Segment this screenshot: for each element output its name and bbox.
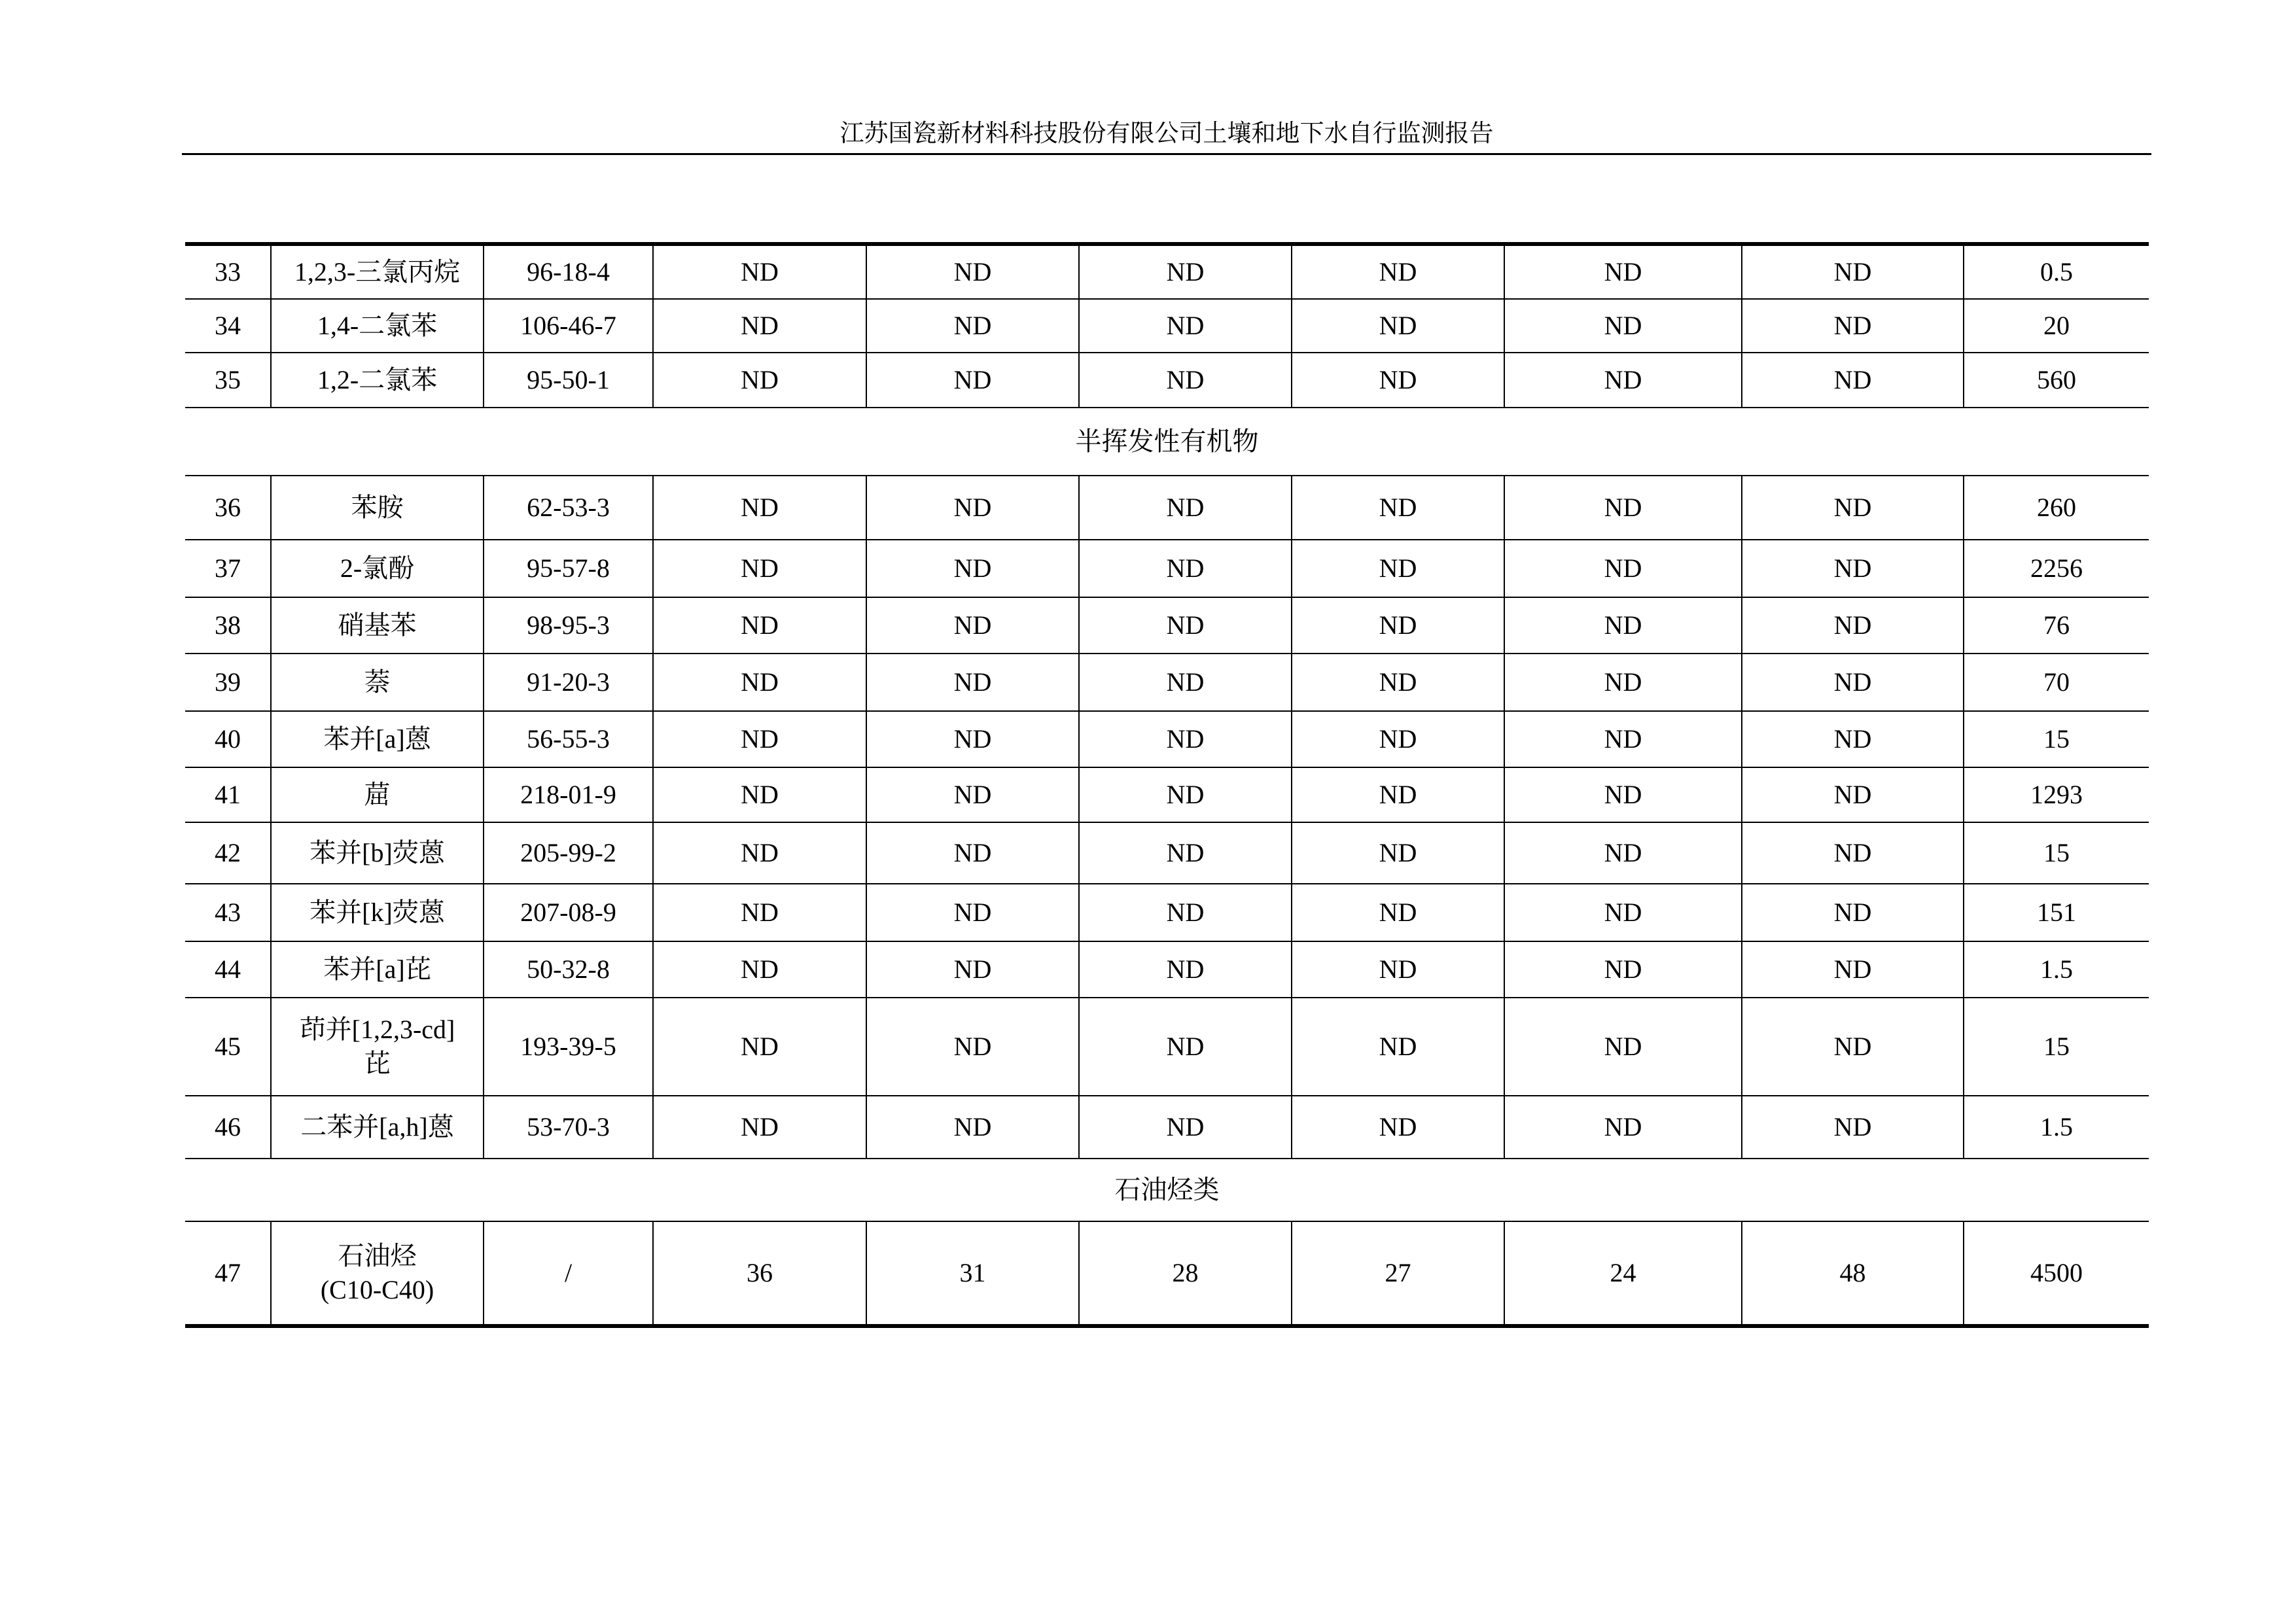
- cell-measured-value: ND: [1742, 1096, 1964, 1159]
- cell-screening-limit: 1.5: [1964, 1096, 2149, 1159]
- cell-screening-limit: 0.5: [1964, 244, 2149, 299]
- cell-measured-value: ND: [1292, 244, 1504, 299]
- cell-screening-limit: 151: [1964, 884, 2149, 941]
- cell-screening-limit: 1.5: [1964, 941, 2149, 998]
- cell-screening-limit: 4500: [1964, 1221, 2149, 1326]
- cell-serial-number: 41: [185, 767, 271, 822]
- cell-serial-number: 42: [185, 822, 271, 884]
- cell-compound-name: 2-氯酚: [271, 540, 484, 597]
- cell-measured-value: ND: [1742, 654, 1964, 711]
- cell-measured-value: ND: [1504, 353, 1742, 408]
- cell-compound-name: 石油烃 (C10-C40): [271, 1221, 484, 1326]
- table-row: [185, 822, 2149, 884]
- cell-measured-value: 27: [1292, 1221, 1504, 1326]
- cell-serial-number: 38: [185, 597, 271, 654]
- table-row: [185, 353, 2149, 408]
- cell-measured-value: ND: [866, 299, 1079, 353]
- cell-measured-value: ND: [1742, 597, 1964, 654]
- cell-measured-value: ND: [1504, 711, 1742, 767]
- table-row: [185, 299, 2149, 353]
- table-row: [185, 998, 2149, 1096]
- cell-cas-number: 218-01-9: [484, 767, 653, 822]
- cell-measured-value: ND: [1504, 540, 1742, 597]
- cell-measured-value: ND: [653, 1096, 866, 1159]
- cell-screening-limit: 2256: [1964, 540, 2149, 597]
- cell-measured-value: ND: [1079, 998, 1292, 1096]
- table-row: [185, 1096, 2149, 1159]
- cell-measured-value: ND: [653, 476, 866, 540]
- cell-cas-number: 96-18-4: [484, 244, 653, 299]
- table-body: [185, 244, 2149, 1326]
- cell-measured-value: ND: [866, 244, 1079, 299]
- cell-serial-number: 45: [185, 998, 271, 1096]
- cell-cas-number: 207-08-9: [484, 884, 653, 941]
- cell-measured-value: ND: [1292, 822, 1504, 884]
- section-header-row: [185, 408, 2149, 476]
- cell-measured-value: ND: [1079, 884, 1292, 941]
- cell-measured-value: 31: [866, 1221, 1079, 1326]
- cell-serial-number: 40: [185, 711, 271, 767]
- cell-measured-value: ND: [1504, 597, 1742, 654]
- table-row: [185, 1221, 2149, 1326]
- cell-measured-value: ND: [653, 597, 866, 654]
- cell-compound-name: 苯并[k]荧蒽: [271, 884, 484, 941]
- cell-measured-value: ND: [1504, 1096, 1742, 1159]
- table-row: [185, 476, 2149, 540]
- cell-measured-value: ND: [1504, 654, 1742, 711]
- cell-measured-value: ND: [866, 941, 1079, 998]
- cell-measured-value: ND: [1292, 941, 1504, 998]
- cell-measured-value: ND: [653, 767, 866, 822]
- cell-measured-value: ND: [866, 353, 1079, 408]
- cell-serial-number: 33: [185, 244, 271, 299]
- cell-serial-number: 47: [185, 1221, 271, 1326]
- cell-compound-name: 硝基苯: [271, 597, 484, 654]
- cell-cas-number: 56-55-3: [484, 711, 653, 767]
- cell-compound-name: 1,2,3-三氯丙烷: [271, 244, 484, 299]
- cell-measured-value: ND: [1079, 711, 1292, 767]
- cell-measured-value: ND: [866, 654, 1079, 711]
- cell-serial-number: 39: [185, 654, 271, 711]
- cell-measured-value: ND: [1742, 299, 1964, 353]
- cell-compound-name: 茚并[1,2,3-cd] 芘: [271, 998, 484, 1096]
- cell-measured-value: ND: [1742, 711, 1964, 767]
- cell-measured-value: ND: [1742, 244, 1964, 299]
- cell-measured-value: 36: [653, 1221, 866, 1326]
- cell-measured-value: ND: [1079, 941, 1292, 998]
- cell-measured-value: ND: [1504, 822, 1742, 884]
- cell-measured-value: ND: [1742, 941, 1964, 998]
- cell-cas-number: 62-53-3: [484, 476, 653, 540]
- cell-measured-value: ND: [1504, 476, 1742, 540]
- cell-measured-value: ND: [1742, 822, 1964, 884]
- cell-compound-name: 萘: [271, 654, 484, 711]
- cell-serial-number: 34: [185, 299, 271, 353]
- page-header-title: 江苏国瓷新材料科技股份有限公司土壤和地下水自行监测报告: [839, 120, 1494, 147]
- cell-cas-number: 95-50-1: [484, 353, 653, 408]
- cell-measured-value: ND: [1504, 299, 1742, 353]
- cell-compound-name: 苯并[b]荧蒽: [271, 822, 484, 884]
- table-row: [185, 540, 2149, 597]
- cell-measured-value: ND: [866, 822, 1079, 884]
- header-divider: [182, 153, 2151, 155]
- cell-cas-number: 205-99-2: [484, 822, 653, 884]
- cell-measured-value: ND: [1292, 353, 1504, 408]
- cell-measured-value: ND: [653, 998, 866, 1096]
- cell-screening-limit: 70: [1964, 654, 2149, 711]
- cell-measured-value: ND: [1292, 540, 1504, 597]
- cell-measured-value: ND: [1742, 540, 1964, 597]
- cell-cas-number: 193-39-5: [484, 998, 653, 1096]
- cell-cas-number: 95-57-8: [484, 540, 653, 597]
- section-title: 半挥发性有机物: [185, 408, 2149, 476]
- cell-measured-value: ND: [1079, 654, 1292, 711]
- cell-compound-name: 1,2-二氯苯: [271, 353, 484, 408]
- cell-measured-value: ND: [1079, 1096, 1292, 1159]
- table-row: [185, 711, 2149, 767]
- cell-measured-value: ND: [1742, 353, 1964, 408]
- cell-measured-value: ND: [1504, 244, 1742, 299]
- cell-measured-value: ND: [1292, 767, 1504, 822]
- cell-measured-value: ND: [1079, 476, 1292, 540]
- cell-measured-value: ND: [866, 711, 1079, 767]
- cell-measured-value: ND: [866, 476, 1079, 540]
- cell-compound-name: 苯胺: [271, 476, 484, 540]
- cell-measured-value: ND: [1504, 767, 1742, 822]
- cell-cas-number: 53-70-3: [484, 1096, 653, 1159]
- cell-measured-value: ND: [1079, 244, 1292, 299]
- cell-measured-value: ND: [1292, 711, 1504, 767]
- cell-measured-value: ND: [866, 1096, 1079, 1159]
- cell-measured-value: ND: [866, 540, 1079, 597]
- cell-measured-value: ND: [653, 654, 866, 711]
- cell-measured-value: ND: [653, 822, 866, 884]
- cell-measured-value: ND: [653, 941, 866, 998]
- cell-measured-value: ND: [1504, 998, 1742, 1096]
- cell-measured-value: ND: [866, 597, 1079, 654]
- cell-measured-value: 28: [1079, 1221, 1292, 1326]
- cell-cas-number: 50-32-8: [484, 941, 653, 998]
- cell-measured-value: ND: [1292, 597, 1504, 654]
- cell-measured-value: ND: [1292, 299, 1504, 353]
- cell-measured-value: ND: [653, 353, 866, 408]
- cell-screening-limit: 1293: [1964, 767, 2149, 822]
- cell-compound-name: 苯并[a]芘: [271, 941, 484, 998]
- cell-serial-number: 35: [185, 353, 271, 408]
- table-row: [185, 941, 2149, 998]
- table-row: [185, 654, 2149, 711]
- cell-measured-value: ND: [1292, 998, 1504, 1096]
- cell-measured-value: ND: [1079, 597, 1292, 654]
- cell-serial-number: 46: [185, 1096, 271, 1159]
- cell-measured-value: ND: [1504, 884, 1742, 941]
- cell-serial-number: 43: [185, 884, 271, 941]
- cell-measured-value: ND: [1742, 884, 1964, 941]
- cell-measured-value: ND: [1292, 1096, 1504, 1159]
- cell-measured-value: ND: [1504, 941, 1742, 998]
- cell-cas-number: /: [484, 1221, 653, 1326]
- cell-measured-value: ND: [1079, 822, 1292, 884]
- cell-screening-limit: 20: [1964, 299, 2149, 353]
- cell-serial-number: 36: [185, 476, 271, 540]
- cell-measured-value: ND: [653, 540, 866, 597]
- cell-screening-limit: 15: [1964, 711, 2149, 767]
- cell-screening-limit: 260: [1964, 476, 2149, 540]
- cell-measured-value: ND: [1292, 884, 1504, 941]
- cell-measured-value: 48: [1742, 1221, 1964, 1326]
- cell-measured-value: ND: [1292, 654, 1504, 711]
- cell-measured-value: ND: [1079, 353, 1292, 408]
- cell-compound-name: 䓛: [271, 767, 484, 822]
- cell-measured-value: ND: [1742, 767, 1964, 822]
- cell-screening-limit: 560: [1964, 353, 2149, 408]
- cell-measured-value: ND: [653, 711, 866, 767]
- cell-compound-name: 二苯并[a,h]蒽: [271, 1096, 484, 1159]
- cell-measured-value: ND: [653, 299, 866, 353]
- cell-screening-limit: 15: [1964, 822, 2149, 884]
- cell-measured-value: ND: [653, 884, 866, 941]
- cell-measured-value: ND: [1079, 540, 1292, 597]
- cell-measured-value: ND: [1292, 476, 1504, 540]
- cell-measured-value: ND: [1742, 476, 1964, 540]
- cell-compound-name: 1,4-二氯苯: [271, 299, 484, 353]
- cell-cas-number: 91-20-3: [484, 654, 653, 711]
- cell-measured-value: ND: [1742, 998, 1964, 1096]
- cell-compound-name: 苯并[a]蒽: [271, 711, 484, 767]
- table-row: [185, 597, 2149, 654]
- table-row: [185, 244, 2149, 299]
- cell-measured-value: ND: [866, 767, 1079, 822]
- cell-measured-value: ND: [866, 884, 1079, 941]
- section-header-row: [185, 1159, 2149, 1221]
- cell-screening-limit: 76: [1964, 597, 2149, 654]
- cell-measured-value: ND: [866, 998, 1079, 1096]
- cell-cas-number: 98-95-3: [484, 597, 653, 654]
- cell-screening-limit: 15: [1964, 998, 2149, 1096]
- section-title: 石油烃类: [185, 1159, 2149, 1221]
- cell-serial-number: 37: [185, 540, 271, 597]
- cell-measured-value: 24: [1504, 1221, 1742, 1326]
- cell-serial-number: 44: [185, 941, 271, 998]
- cell-cas-number: 106-46-7: [484, 299, 653, 353]
- monitoring-results-table: [185, 242, 2149, 1328]
- cell-measured-value: ND: [653, 244, 866, 299]
- table-row: [185, 767, 2149, 822]
- table-row: [185, 884, 2149, 941]
- cell-measured-value: ND: [1079, 299, 1292, 353]
- cell-measured-value: ND: [1079, 767, 1292, 822]
